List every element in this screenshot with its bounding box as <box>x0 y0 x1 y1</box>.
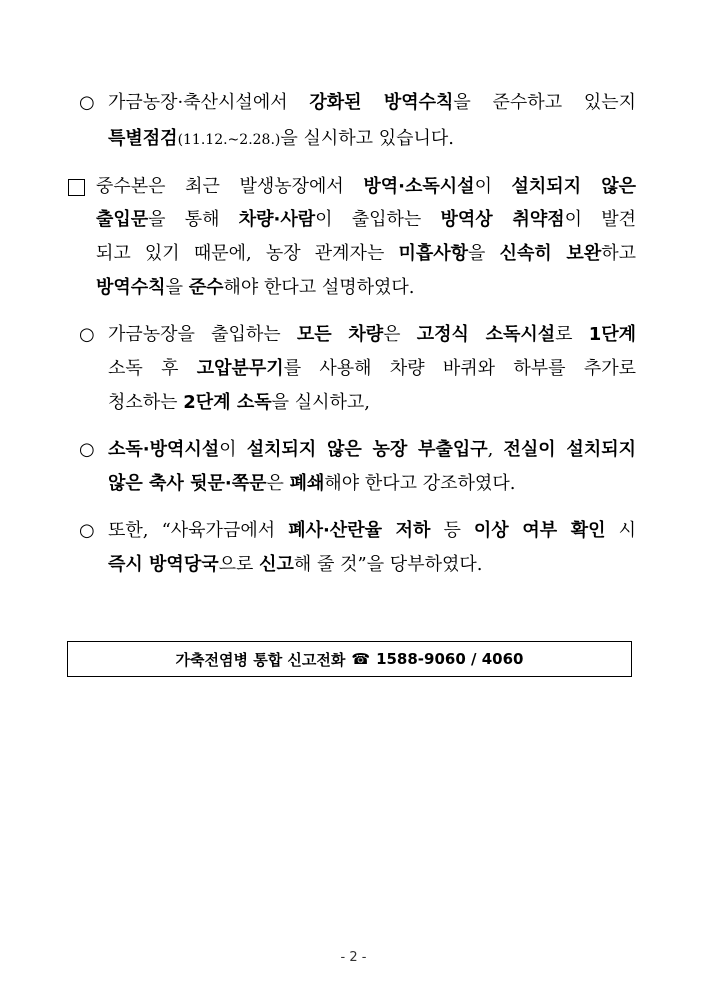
paragraph-2-line-1: 중수본은 최근 발생농장에서 방역·소독시설이 설치되지 않은 <box>96 176 636 197</box>
paragraph-2-line-2: 출입문을 통해 차량·사람이 출입하는 방역상 취약점이 발견 <box>96 209 636 230</box>
hotline-label: 가축전염병 통합 신고전화 <box>175 650 346 669</box>
paragraph-1-line-2: 특별점검(11.12.~2.28.)을 실시하고 있습니다. <box>108 128 455 149</box>
emphasis-text: 신속히 보완 <box>499 243 602 264</box>
circle-bullet-icon: ○ <box>79 520 95 541</box>
emphasis-text: 1단계 <box>588 324 636 345</box>
emphasis-text: 고압분무기 <box>196 358 284 379</box>
emphasis-text: 않은 축사 뒷문·쪽문 <box>108 473 267 494</box>
emphasis-text: 설치되지 않은 농장 부출입구 <box>246 439 488 460</box>
emphasis-text: 폐쇄 <box>289 473 325 494</box>
phone-icon: ☎ <box>351 650 371 668</box>
circle-bullet-icon: ○ <box>79 92 95 113</box>
paragraph-1-line-1: 가금농장·축산시설에서 강화된 방역수칙을 준수하고 있는지 <box>108 92 637 113</box>
emphasis-text: 방역수칙 <box>96 277 166 298</box>
emphasis-text: 설치되지 않은 <box>511 176 636 197</box>
paragraph-2-line-4: 방역수칙을 준수해야 한다고 설명하였다. <box>96 277 415 298</box>
emphasis-text: 전실이 설치되지 <box>503 439 636 460</box>
emphasis-text: 차량·사람 <box>238 209 316 230</box>
circle-bullet-icon: ○ <box>79 324 95 345</box>
emphasis-text: 2단계 소독 <box>183 392 272 413</box>
paragraph-5-line-1: 또한, “사육가금에서 폐사·산란율 저하 등 이상 여부 확인 시 <box>108 520 636 541</box>
emphasis-text: 준수 <box>188 277 224 298</box>
square-bullet-icon <box>68 179 85 196</box>
emphasis-text: 방역상 취약점 <box>440 209 565 230</box>
paragraph-4-line-1: 소독·방역시설이 설치되지 않은 농장 부출입구, 전실이 설치되지 <box>108 439 636 460</box>
emphasis-text: 미흡사항 <box>398 243 469 264</box>
emphasis-text: 이상 여부 확인 <box>473 520 606 541</box>
emphasis-text: 소독·방역시설 <box>108 439 220 460</box>
paragraph-3-line-3: 청소하는 2단계 소독을 실시하고, <box>108 392 371 413</box>
paragraph-5-line-2: 즉시 방역당국으로 신고해 줄 것”을 당부하였다. <box>108 554 483 575</box>
paragraph-3-line-2: 소독 후 고압분무기를 사용해 차량 바퀴와 하부를 추가로 <box>108 358 636 379</box>
emphasis-text: 특별점검 <box>108 128 178 149</box>
paragraph-4-line-2: 않은 축사 뒷문·쪽문은 폐쇄해야 한다고 강조하였다. <box>108 473 516 494</box>
paragraph-3-line-1: 가금농장을 출입하는 모든 차량은 고정식 소독시설로 1단계 <box>108 324 636 345</box>
emphasis-text: 출입문 <box>96 209 149 230</box>
emphasis-text: 방역·소독시설 <box>363 176 475 197</box>
report-hotline-box <box>67 641 632 677</box>
emphasis-text: 폐사·산란율 저하 <box>288 520 431 541</box>
emphasis-text: 고정식 소독시설 <box>416 324 556 345</box>
page-number: - 2 - <box>340 950 367 965</box>
emphasis-text: 신고 <box>259 554 294 575</box>
emphasis-text: 강화된 방역수칙 <box>309 92 454 113</box>
hotline-number: 1588-9060 / 4060 <box>376 650 524 668</box>
emphasis-text: 모든 차량 <box>296 324 384 345</box>
paragraph-2-line-3: 되고 있기 때문에, 농장 관계자는 미흡사항을 신속히 보완하고 <box>96 243 636 264</box>
inspection-period: (11.12.~2.28.) <box>177 132 281 148</box>
emphasis-text: 즉시 방역당국 <box>108 554 219 575</box>
circle-bullet-icon: ○ <box>79 439 95 460</box>
